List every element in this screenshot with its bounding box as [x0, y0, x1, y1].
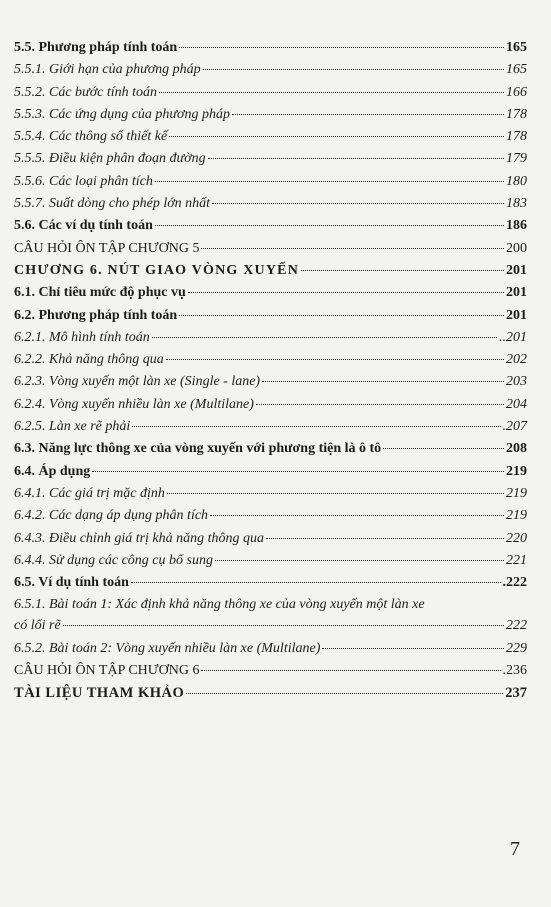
toc-entry: [14, 148, 527, 170]
toc-entry-page: .236: [502, 663, 527, 679]
dot-leader: [169, 136, 504, 137]
table-of-contents: [14, 37, 527, 705]
toc-entry-title: 6.2.4. Vòng xuyến nhiều làn xe (Multilane): [14, 396, 254, 412]
toc-entry-page: 203: [506, 374, 527, 390]
dot-leader: [383, 448, 504, 449]
toc-entry-page: 202: [506, 352, 527, 368]
dot-leader: [322, 648, 504, 649]
toc-entry-page: 166: [506, 84, 527, 100]
toc-entry-title: 6.4. Áp dụng: [14, 463, 91, 479]
toc-entry-page: 229: [506, 640, 527, 656]
toc-entry: [14, 327, 527, 349]
toc-entry-title: 5.5.3. Các ứng dụng của phương pháp: [14, 106, 231, 122]
toc-entry: [14, 660, 527, 682]
toc-entry-page: 221: [506, 552, 527, 568]
dot-leader: [167, 493, 504, 494]
toc-entry-page: 204: [506, 396, 527, 412]
toc-entry-page: 178: [506, 106, 527, 122]
dot-leader: [132, 426, 500, 427]
toc-entry: [14, 349, 527, 371]
dot-leader: [201, 670, 500, 671]
dot-leader: [186, 693, 503, 694]
toc-entry-page: .207: [502, 419, 527, 435]
dot-leader: [232, 114, 504, 115]
toc-entry: [14, 438, 527, 460]
toc-entry-page: 220: [506, 530, 527, 546]
dot-leader: [131, 582, 501, 583]
toc-entry-title: 6.3. Năng lực thông xe của vòng xuyến với phương tiện là ô tô: [14, 441, 382, 457]
toc-entry-title: 6.4.2. Các dạng áp dụng phân tích: [14, 508, 209, 524]
toc-entry: [14, 59, 527, 81]
dot-leader: [266, 538, 504, 539]
toc-entry-page: .222: [502, 575, 527, 591]
toc-entry-title: 5.5. Phương pháp tính toán: [14, 40, 178, 55]
toc-entry: [14, 126, 527, 148]
dot-leader: [256, 404, 504, 405]
toc-entry: [14, 638, 527, 660]
toc-entry: [14, 615, 527, 637]
toc-entry: [14, 215, 527, 237]
dot-leader: [155, 181, 504, 182]
toc-entry-title: TÀI LIỆU THAM KHẢO: [14, 685, 185, 702]
toc-entry-title: 6.5.2. Bài toán 2: Vòng xuyến nhiều làn xe (Multilane): [14, 640, 321, 656]
toc-entry-title: 6.2.5. Làn xe rẽ phải: [14, 419, 131, 435]
dot-leader: [152, 337, 497, 338]
toc-entry-title: 5.5.6. Các loại phân tích: [14, 173, 153, 189]
toc-entry-title: 6.4.1. Các giá trị mặc định: [14, 485, 165, 501]
toc-entry-page: 201: [506, 262, 527, 278]
toc-entry: [14, 193, 527, 215]
toc-entry-page: 201: [506, 285, 527, 301]
toc-entry-page: 200: [506, 240, 527, 256]
toc-entry-title: 6.2.2. Khả năng thông qua: [14, 352, 164, 368]
toc-entry-title: CÂU HỎI ÔN TẬP CHƯƠNG 6: [14, 663, 200, 679]
dot-leader: [92, 471, 504, 472]
toc-entry-page: 165: [506, 62, 527, 78]
toc-entry-title: có lối rẽ: [14, 618, 61, 634]
dot-leader: [201, 248, 504, 249]
toc-entry-page: 237: [505, 685, 527, 702]
toc-entry-title: 6.4.4. Sử dụng các công cụ bổ sung: [14, 552, 213, 568]
toc-entry-title: CÂU HỎI ÔN TẬP CHƯƠNG 5: [14, 240, 200, 256]
toc-entry-line: 6.5.1. Bài toán 1: Xác định khả năng thông xe của vòng xuyến một làn xe: [14, 597, 425, 613]
toc-entry-title: 6.2.1. Mô hình tính toán: [14, 329, 150, 345]
toc-entry: [14, 238, 527, 260]
toc-entry: [14, 461, 527, 483]
toc-entry-page: 208: [506, 441, 527, 457]
toc-entry: [14, 260, 527, 282]
toc-entry-page: ..201: [499, 329, 527, 345]
toc-entry: [14, 550, 527, 572]
toc-entry: [14, 305, 527, 327]
toc-entry-title: 6.2. Phương pháp tính toán: [14, 307, 178, 323]
toc-entry-page: 178: [506, 129, 527, 145]
toc-entry-title: 5.5.1. Giới hạn của phương pháp: [14, 62, 201, 78]
toc-entry-title: 5.6. Các ví dụ tính toán: [14, 218, 153, 234]
toc-entry-title: 5.5.7. Suất dòng cho phép lớn nhất: [14, 196, 211, 212]
toc-entry-title: CHƯƠNG 6. NÚT GIAO VÒNG XUYẾN: [14, 262, 300, 278]
toc-entry: [14, 371, 527, 393]
dot-leader: [179, 315, 504, 316]
toc-entry: [14, 416, 527, 438]
toc-entry: [14, 282, 527, 304]
toc-entry-page: 186: [506, 218, 527, 234]
toc-entry-title: 5.5.2. Các bước tính toán: [14, 84, 158, 100]
toc-entry-title: 5.5.5. Điều kiện phân đoạn đường: [14, 151, 206, 167]
dot-leader: [208, 158, 504, 159]
page-number: 7: [510, 838, 520, 860]
dot-leader: [203, 69, 504, 70]
toc-entry: [14, 394, 527, 416]
toc-entry-page: 219: [506, 463, 527, 479]
dot-leader: [179, 47, 504, 48]
toc-entry-page: 222: [506, 618, 527, 634]
toc-entry: [14, 528, 527, 550]
toc-entry: [14, 505, 527, 527]
dot-leader: [159, 92, 504, 93]
dot-leader: [210, 515, 504, 516]
dot-leader: [63, 625, 504, 626]
toc-entry: [14, 171, 527, 193]
toc-entry: [14, 104, 527, 126]
toc-entry-title: 6.5. Ví dụ tính toán: [14, 575, 129, 591]
dot-leader: [155, 225, 504, 226]
dot-leader: [166, 359, 504, 360]
toc-entry-title: 6.4.3. Điều chỉnh giá trị khả năng thông qua: [14, 530, 265, 546]
toc-entry-page: 219: [506, 485, 527, 501]
toc-entry-page: 165: [506, 40, 527, 55]
dot-leader: [215, 560, 504, 561]
dot-leader: [188, 292, 504, 293]
toc-entry: [14, 483, 527, 505]
toc-entry-page: 201: [506, 307, 527, 323]
toc-entry: [14, 82, 527, 104]
toc-entry: [14, 37, 527, 59]
dot-leader: [212, 203, 504, 204]
toc-entry-title: 5.5.4. Các thông số thiết kế: [14, 129, 168, 145]
toc-entry-page: 219: [506, 508, 527, 524]
toc-entry: [14, 572, 527, 594]
toc-entry-page: 179: [506, 151, 527, 167]
toc-entry-page: 180: [506, 173, 527, 189]
toc-entry-page: 183: [506, 196, 527, 212]
dot-leader: [262, 381, 504, 382]
toc-entry-title: 6.2.3. Vòng xuyến một làn xe (Single - lane): [14, 374, 261, 390]
dot-leader: [301, 270, 504, 271]
toc-entry: [14, 682, 527, 704]
toc-entry-title: 6.1. Chỉ tiêu mức độ phục vụ: [14, 285, 186, 301]
